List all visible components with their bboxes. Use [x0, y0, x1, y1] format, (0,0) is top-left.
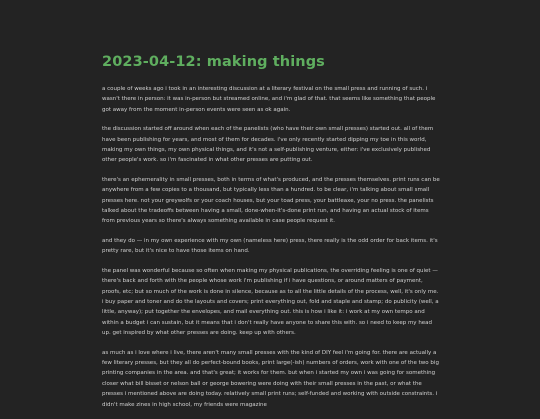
post-paragraph: there's an ephemerality in small presses, both in terms of what's produced, and the presses themselves. print runs can be anywhere from a few copies to a thousand, but typically less than a hundred. to be clear, i'm talking about small small presses here. not your greywolfs or your coach houses, but your toad press, your battleaxe, your no press. the panelists talked about the tradeoffs between having a small, done-when-it's-done print run, and having an actual stock of items from previous years so there's always something available in case people request it.: [102, 176, 440, 225]
post-paragraph: a couple of weeks ago i took in an interesting discussion at a literary festival on the small press and running of such. i wasn't there in person: it was in-person but streamed online, and i'm glad of that. that seems like something that people got away from the moment in-person events were seen as ok again.: [102, 86, 436, 113]
post-body: [102, 84, 440, 410]
post-title: 2023-04-12: making things: [102, 54, 325, 70]
post-paragraph: as much as i love where i live, there aren't many small presses with the kind of DIY feel i'm going for. there are actually a few literary presses, but they all do perfect-bound books, print large(-ish) numbers of orders, work with one of the two big printing companies in the area. and that's great; it works for them. but when i started my own i was going for something closer what bill bisset or nelson ball or george bowering were doing with their small presses in the past, or what the presses i mentioned above are doing today. relatively small print runs; self-funded and working with outside constraints. i didn't make zines in high school, my friends were magazine: [102, 349, 439, 408]
post-paragraph: and they do — in my own experience with my own (nameless here) press, there really is the odd order for back items. it's pretty rare, but it's nice to have those items on hand.: [102, 237, 438, 255]
blog-post: [102, 52, 440, 419]
post-paragraph: the panel was wonderful because so often when making my physical publications, the overriding feeling is one of quiet — there's back and forth with the people whose work i'm publishing if i have questions, or around matters of payment, proofs, etc; but so much of the work is done in silence, because as to all the little details of the process, well, it's only me. i buy paper and toner and do the layouts and covers; print everything out, fold and staple and stamp; do publicity (well, a little, anyway); put together the envelopes, and mail everything out. this is how i like it: i work at my own tempo and within a budget i can sustain, but it means that i don't really have anyone to share this with. so i need to keep my head up. get inspired by what other presses are doing. keep up with others.: [102, 267, 439, 337]
post-paragraph: the discussion started off around when each of the panelists (who have their own small presses) started out. all of them have been publishing for years, and most of them for decades. i've only recently started dipping my toe in this world, making my own things, my own physical things, and it's not a self-publishing venture, either: i've exclusively published other people's work. so i'm fascinated in what other presses are putting out.: [102, 126, 434, 164]
